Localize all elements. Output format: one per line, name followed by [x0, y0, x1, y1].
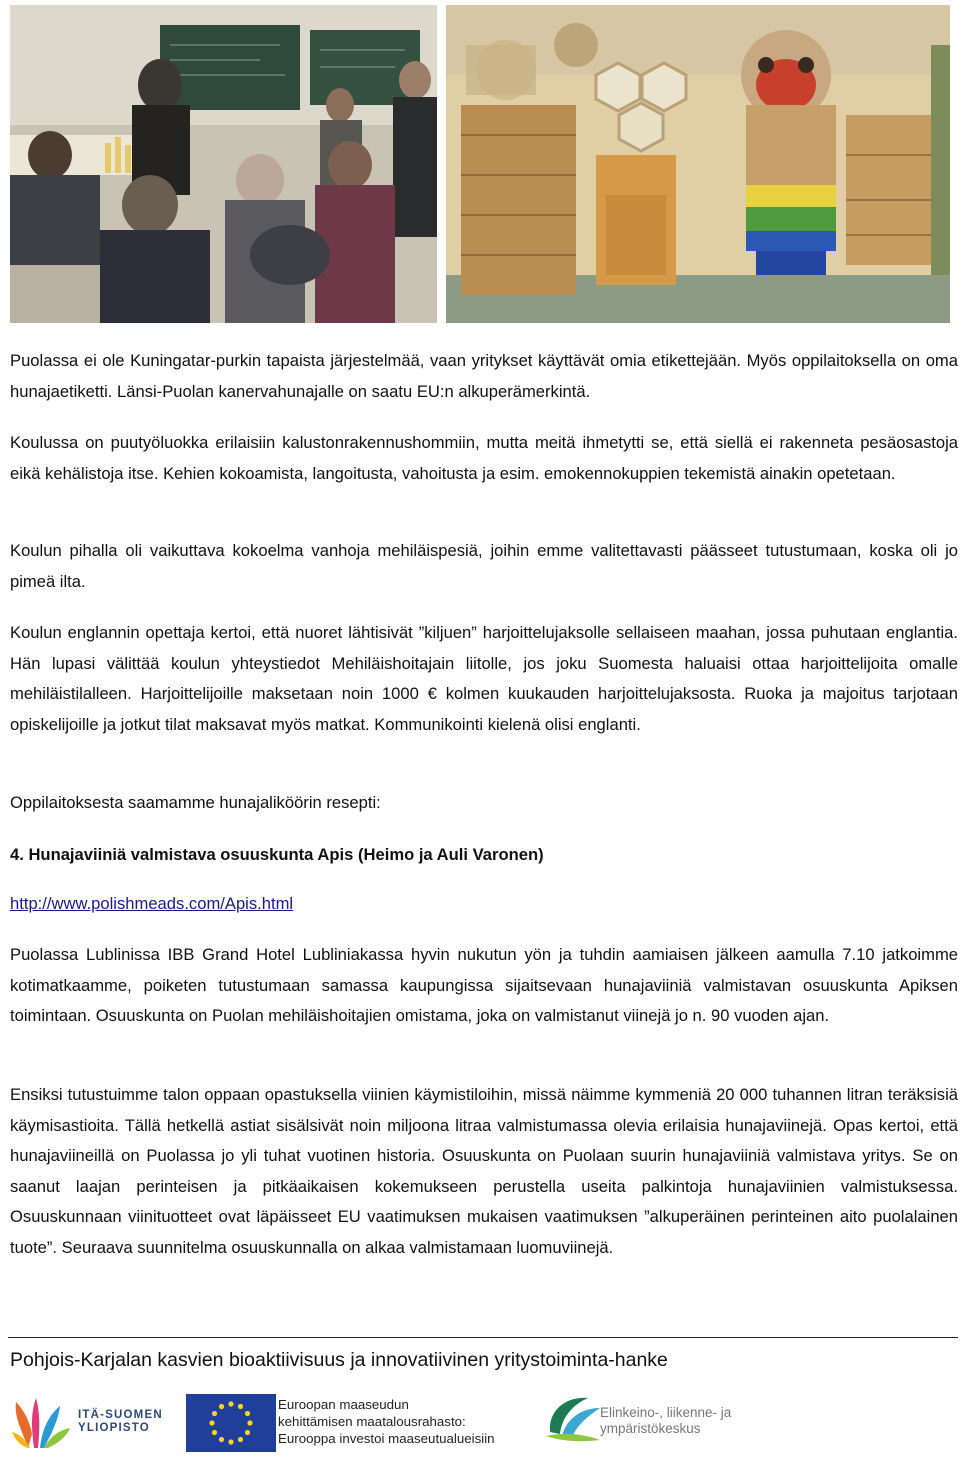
beehives-photo	[446, 5, 950, 323]
uef-line-2: YLIOPISTO	[78, 1422, 150, 1434]
footer-divider	[8, 1337, 958, 1338]
uef-emblem-icon	[10, 1390, 72, 1452]
uef-logo	[10, 1390, 180, 1452]
ely-name	[600, 1405, 731, 1437]
apis-link-block	[10, 889, 958, 920]
uef-line-1: ITÄ-SUOMEN	[78, 1409, 163, 1421]
paragraph-lublin: Puolassa Lublinissa IBB Grand Hotel Lubliniakassa hyvin nukutun yön ja tuhdin aamiaisen jälkeen aamulla 7.10 jatkoimme kotimatkaamme, poiketen tutustumaan samassa kaupungissa sijaitsevaan hunajaviiniä valmistavan osuuskunta Apiksen toimintaan. Osuuskunta on Puolan mehiläishoitajien omistama, joka on valmistanut viinejä jo n. 90 vuoden ajan.	[10, 945, 958, 1026]
ely-line-1: Elinkeino-, liikenne- ja	[600, 1405, 732, 1420]
eafrd-line-1: Euroopan maaseudun	[278, 1397, 409, 1412]
paragraph-woodwork: Koulussa on puutyöluokka erilaisiin kalustonrakennushommiin, mutta meitä ihmetytti se, että siellä ei rakenneta pesäosastoja eikä kehälistoja itse. Kehien kokoamista, langoitusta, vahoitusta ja esim. emokennokuppien tekemistä ainakin opetetaan.	[10, 433, 958, 483]
eafrd-line-2: kehittämisen maatalousrahasto:	[278, 1414, 466, 1429]
footer-project-title: Pohjois-Karjalan kasvien bioaktiivisuus ja innovatiivinen yritystoiminta-hanke	[10, 1349, 668, 1371]
eu-flag-icon	[186, 1394, 276, 1452]
apis-link[interactable]: http://www.polishmeads.com/Apis.html	[10, 894, 294, 913]
paragraph-recipe-intro: Oppilaitoksesta saamamme hunajaliköörin resepti:	[10, 793, 381, 812]
uef-name	[78, 1409, 163, 1435]
ely-logo	[544, 1392, 606, 1444]
eafrd-text	[278, 1396, 495, 1447]
ely-emblem-icon	[544, 1392, 606, 1444]
paragraph-fermentation: Ensiksi tutustuimme talon oppaan opastuksella viinien käymistiloihin, missä näimme kymmeniä 20 000 tuhannen litran teräksisiä käymisastioita. Tällä hetkellä astiat sisälsivät noin miljoona litraa valmistumassa olevia erilaisia hunajaviinejä. Opas kertoi, että hunajaviineillä on Puolassa jo yli tuhat vuotinen historia. Osuuskunta on Puolaan suurin hunajaviiniä valmistava yritys. Se on saanut laajan perinteisen ja pitkäaikaisen kokemukseen perustella useita palkintoja hunajaviinien valmistuksessa. Osuuskunnaan viinituotteet ovat läpäisseet EU vaatimuksen mukaisen vaatimuksen ”alkuperäinen perinteinen aito puolalainen tuote”. Seuraava suunnitelma osuuskunnalla on alkaa valmistamaan luomuviinejä.	[10, 1085, 958, 1257]
ely-line-2: ympäristökeskus	[600, 1421, 701, 1436]
paragraph-labels: Puolassa ei ole Kuningatar-purkin tapaista järjestelmää, vaan yritykset käyttävät omia etikettejään. Myös oppilaitoksella on oma hunajaetiketti. Länsi-Puolan kanervahunajalle on saatu EU:n alkuperämerkintä.	[10, 351, 958, 401]
paragraph-old-hives: Koulun pihalla oli vaikuttava kokoelma vanhoja mehiläispesiä, joihin emme valitettavasti päässeet tutustumaan, koska oli jo pimeä ilta.	[10, 541, 958, 591]
eu-flag-logo	[186, 1394, 276, 1452]
classroom-photo	[10, 5, 437, 323]
section-heading: 4. Hunajaviiniä valmistava osuuskunta Apis (Heimo ja Auli Varonen)	[10, 845, 544, 864]
paragraph-internship: Koulun englannin opettaja kertoi, että nuoret lähtisivät ”kiljuen” harjoittelujaksolle sellaiseen maahan, jossa puhutaan englantia. Hän lupasi välittää koulun yhteystiedot Mehiläishoitajain liitolle, jos joku Suomesta haluaisi ottaa harjoittelijoita omalle mehiläistilalleen. Harjoittelijoille maksetaan noin 1000 € kolmen kuukauden harjoittelujaksosta. Ruoka ja majoitus tarjotaan opiskelijoille ja jotkut tilat maksavat myös matkat. Kommunikointi kielenä olisi englanti.	[10, 623, 958, 734]
eafrd-line-3: Eurooppa investoi maaseutualueisiin	[278, 1431, 495, 1446]
